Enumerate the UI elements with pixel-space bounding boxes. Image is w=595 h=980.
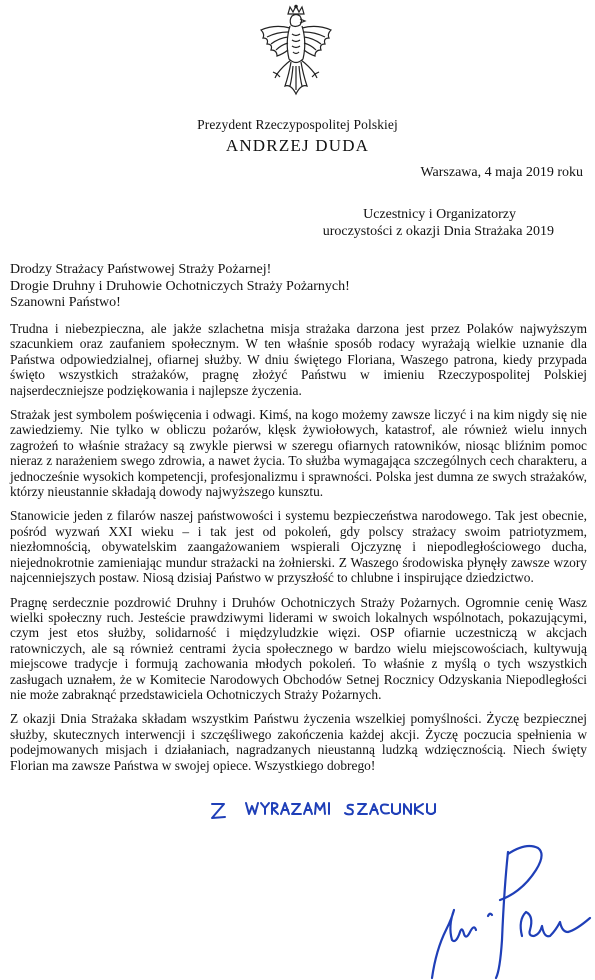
president-name: ANDRZEJ DUDA bbox=[225, 136, 370, 155]
white-eagle-emblem-icon bbox=[255, 4, 337, 104]
handwritten-closing bbox=[208, 796, 448, 826]
salutation-line: Drodzy Strażacy Państwowej Straży Pożarnej! bbox=[10, 262, 272, 277]
date-line: Warszawa, 4 maja 2019 roku bbox=[420, 165, 583, 180]
addressee-block bbox=[0, 206, 554, 240]
body-paragraph: Trudna i niebezpieczna, ale jakże szlachetna misja strażaka darzona jest przez Polaków najwyższym szacunkiem oraz zaufaniem społecznym. W ten właśnie sposób rodacy wyrażają wielkie uznanie dla Państwa odpowiedzialnej, ofiarnej służby. W dniu świętego Floriana, Waszego patrona, kiedy przypada święto wszystkich strażaków, pragnę złożyć Państwu w imieniu Rzeczypospolitej Polskiej najserdeczniejsze podziękowania i najlepsze życzenia. bbox=[10, 321, 587, 398]
body-paragraph: Z okazji Dnia Strażaka składam wszystkim Państwu życzenia wszelkiej pomyślności. Życzę bezpiecznej służby, skutecznych interwencji i szczęśliwego zakończenia każdej akcji. Życzę poczucia spełnienia w podejmowanych misjach i działaniach, nagradzanych nieustanną ludzką wdzięcznością. Niech święty Florian ma zawsze Państwa w swojej opiece. Wszystkiego dobrego! bbox=[10, 711, 587, 773]
signature bbox=[430, 840, 595, 980]
salutation-line: Szanowni Państwo! bbox=[10, 295, 121, 310]
salutation-line: Drogie Druhny i Druhowie Ochotniczych Straży Pożarnych! bbox=[10, 278, 350, 294]
office-title: Prezydent Rzeczypospolitej Polskiej bbox=[197, 117, 398, 132]
addressee-line-2: uroczystości z okazji Dnia Strażaka 2019 bbox=[322, 224, 554, 239]
salutation-block bbox=[10, 262, 350, 312]
body-paragraph: Pragnę serdecznie pozdrowić Druhny i Druhów Ochotniczych Straży Pożarnych. Ogromnie cenię Wasz wielki społeczny ruch. Jesteście prawdziwymi liderami w swoich lokalnych wspólnotach, pokazującymi, czym jest etos służby, solidarność i międzyludzkie więzi. OSP ofiarnie uczestniczą w akcjach ratowniczych, ale są również centrami życia społecznego w bardzo wielu miejscowościach, kultywują miejscowe tradycje i formują zachowania młodych pokoleń. To właśnie z myślą o tych wszystkich zasługach uznałem, że w Komitecie Narodowych Obchodów Setnej Rocznicy Odzyskania Niepodległości nie może zabraknąć przedstawiciela Ochotniczych Straży Pożarnych. bbox=[10, 594, 587, 702]
body-paragraph: Stanowicie jeden z filarów naszej państwowości i systemu bezpieczeństwa narodowego. Tak jest obecnie, pośród wyzwań XXI wieku – i tak jest od pokoleń, gdy polscy strażacy swoim patriotyzmem, niezłomnością, obywatelskim zaangażowaniem wspierali Ojczyznę i niepodległościowego ducha, niejednokrotnie zamieniając mundur strażacki na żołnierski. Z Waszego środowiska płynęły zawsze wzory najcenniejszych postaw. Niosą dzisiaj Państwo w przyszłość to chlubne i inspirujące dziedzictwo. bbox=[10, 508, 587, 586]
body-paragraph: Strażak jest symbolem poświęcenia i odwagi. Kimś, na kogo możemy zawsze liczyć i na kim nigdy się nie zawiedziemy. Nie tylko w obliczu pożarów, klęsk żywiołowych, katastrof, ale również wielu innych zagrożeń to właśnie strażacy są zwykle pierwsi w szeregu ofiarnych ratowników, niosąc bliźnim pomoc nieraz z narażeniem swego zdrowia, a nawet życia. To służba wymagająca szczególnych cech charakteru, a jednocześnie wysokich kompetencji, profesjonalizmu i sprawności. Polska jest dumna ze swych strażaków, którzy nieustannie składają dowody najwyższego kunsztu. bbox=[10, 407, 587, 500]
letter-body bbox=[10, 321, 587, 782]
addressee-line-1: Uczestnicy i Organizatorzy bbox=[363, 207, 516, 222]
